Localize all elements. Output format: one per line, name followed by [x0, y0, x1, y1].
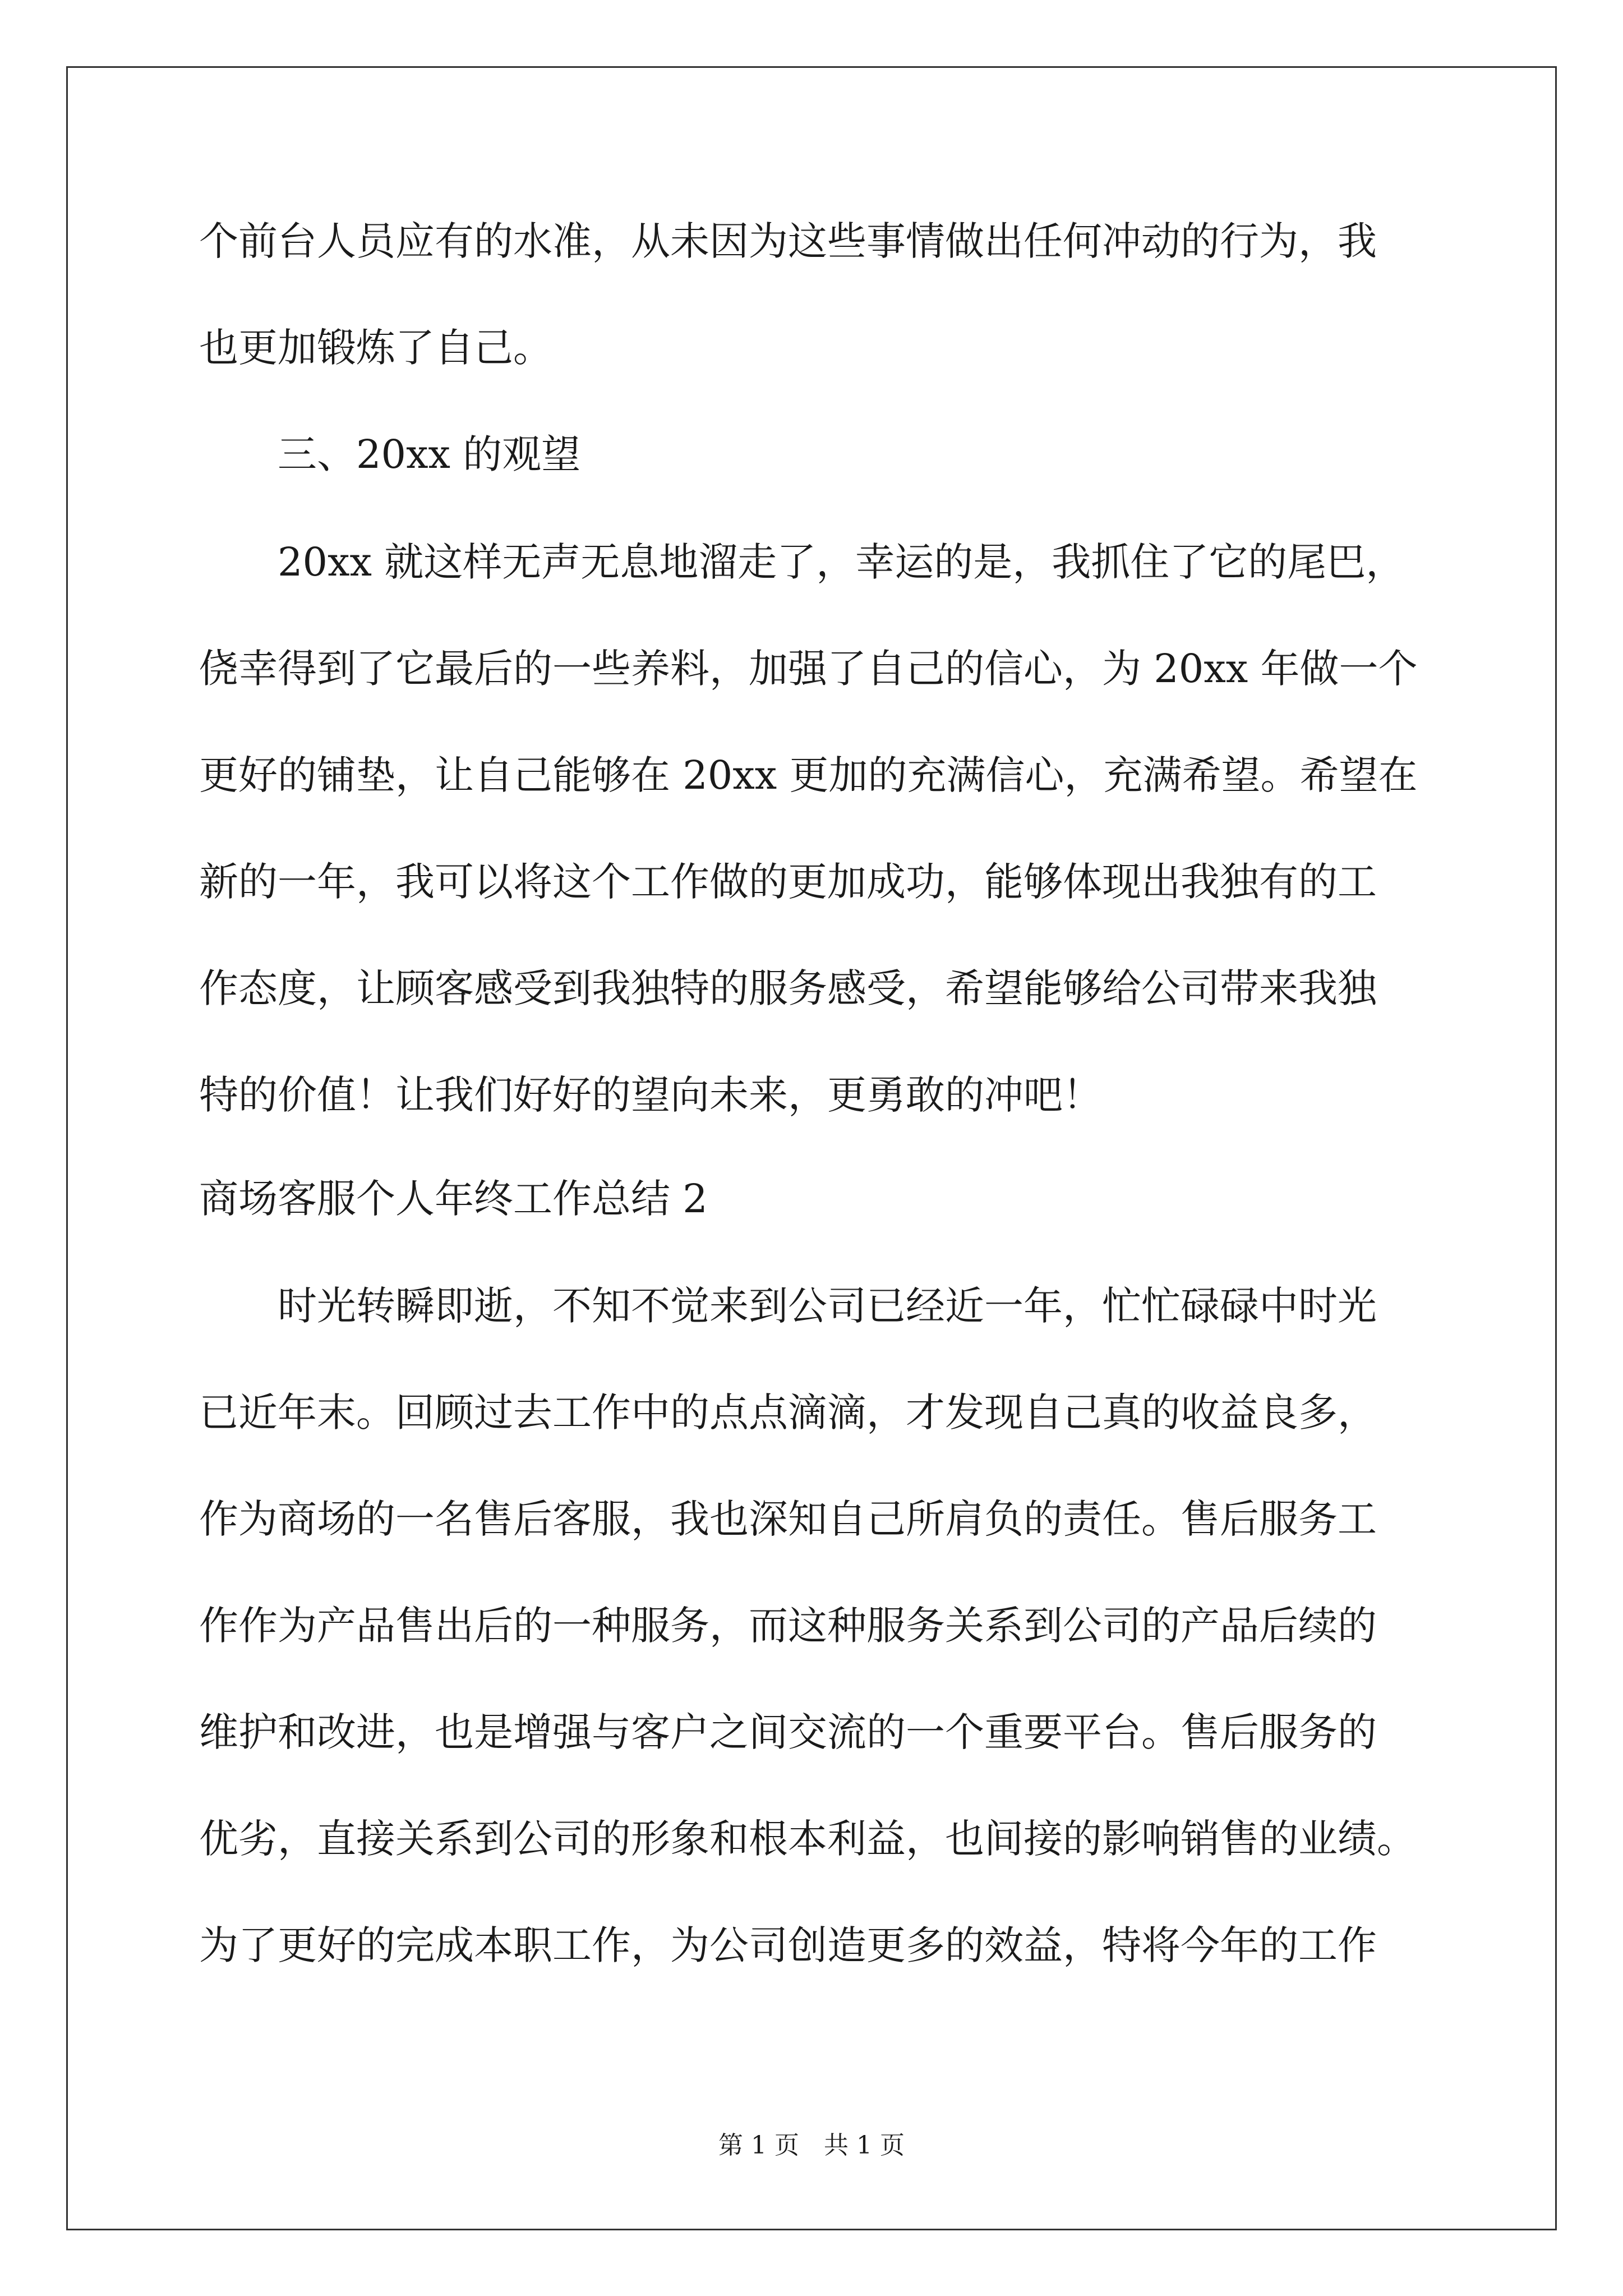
paragraph-line: 20xx 就这样无声无息地溜走了，幸运的是，我抓住了它的尾巴，	[278, 539, 1405, 585]
paragraph-line: 新的一年，我可以将这个工作做的更加成功，能够体现出我独有的工	[199, 859, 1377, 905]
paragraph-line: 作作为产品售出后的一种服务，而这种服务关系到公司的产品后续的	[199, 1603, 1377, 1649]
paragraph-line: 维护和改进，也是增强与客户之间交流的一个重要平台。售后服务的	[199, 1709, 1377, 1755]
paragraph-line: 更好的铺垫，让自己能够在 20xx 更加的充满信心，充满希望。希望在	[199, 752, 1418, 798]
paragraph-line: 也更加锻炼了自己。	[199, 325, 552, 371]
paragraph-line: 个前台人员应有的水准，从未因为这些事情做出任何冲动的行为，我	[199, 218, 1377, 264]
paragraph-line: 侥幸得到了它最后的一些养料，加强了自己的信心，为 20xx 年做一个	[199, 646, 1418, 692]
paragraph-line: 时光转瞬即逝，不知不觉来到公司已经近一年，忙忙碌碌中时光	[278, 1283, 1377, 1329]
paragraph-line: 优劣，直接关系到公司的形象和根本利益，也间接的影响销售的业绩。	[199, 1816, 1416, 1862]
page-border	[66, 66, 1557, 2230]
paragraph-line: 已近年末。回顾过去工作中的点点滴滴，才发现自己真的收益良多，	[199, 1389, 1377, 1435]
page-number: 第 1 页 共 1 页	[718, 2131, 905, 2160]
paragraph-line: 作态度，让顾客感受到我独特的服务感受，希望能够给公司带来我独	[199, 965, 1377, 1011]
paragraph-line: 为了更好的完成本职工作，为公司创造更多的效益，特将今年的工作	[199, 1922, 1377, 1968]
paragraph-line: 特的价值！让我们好好的望向未来，更勇敢的冲吧！	[199, 1072, 1102, 1118]
paragraph-line: 作为商场的一名售后客服，我也深知自己所肩负的责任。售后服务工	[199, 1496, 1377, 1542]
document-title: 商场客服个人年终工作总结 2	[199, 1176, 708, 1222]
section-heading: 三、20xx 的观望	[278, 431, 581, 477]
